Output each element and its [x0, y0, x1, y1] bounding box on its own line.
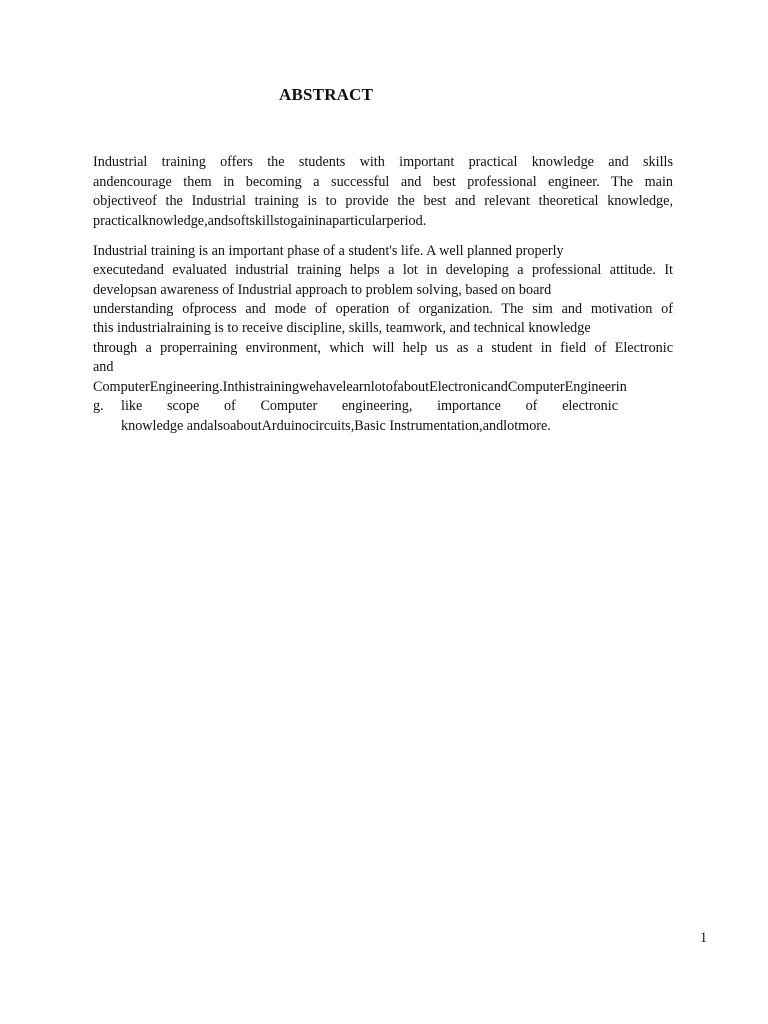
abstract-heading: ABSTRACT: [279, 85, 374, 104]
paragraph-line: ComputerEngineering.InthistrainingwehavelearnlotofaboutElectronicandComputerEngineerin: [93, 379, 627, 395]
paragraph-line: g.: [93, 398, 104, 414]
paragraph-line: Industrial training offers the students with important practical knowledge and skills: [93, 154, 673, 170]
paragraph-line: like scope of Computer engineering, importance of electronic: [121, 398, 618, 414]
paragraph-line: this industrialraining is to receive discipline, skills, teamwork, and technical knowledge: [93, 320, 591, 336]
paragraph-line: and: [93, 359, 114, 375]
paragraph-line: developsan awareness of Industrial approach to problem solving, based on board: [93, 282, 552, 298]
paragraph-line: andencourage them in becoming a successful and best professional engineer. The main: [93, 174, 673, 190]
paragraph-line: executedand evaluated industrial training helps a lot in developing a professional attitude. It: [93, 262, 673, 278]
paragraph-line: Industrial training is an important phase of a student's life. A well planned properly: [93, 243, 564, 259]
paragraph-line: practicalknowledge,andsoftskillstogaininaparticularperiod.: [93, 213, 427, 229]
paragraph-line: objectiveof the Industrial training is to provide the best and relevant theoretical knowledge,: [93, 193, 673, 209]
paragraph-line: understanding ofprocess and mode of operation of organization. The sim and motivation of: [93, 301, 673, 317]
paragraph-line: through a properraining environment, which will help us as a student in field of Electronic: [93, 340, 673, 356]
paragraph-line: knowledge andalsoaboutArduinocircuits,Basic Instrumentation,andlotmore.: [121, 418, 551, 434]
page-number: 1: [700, 930, 708, 946]
